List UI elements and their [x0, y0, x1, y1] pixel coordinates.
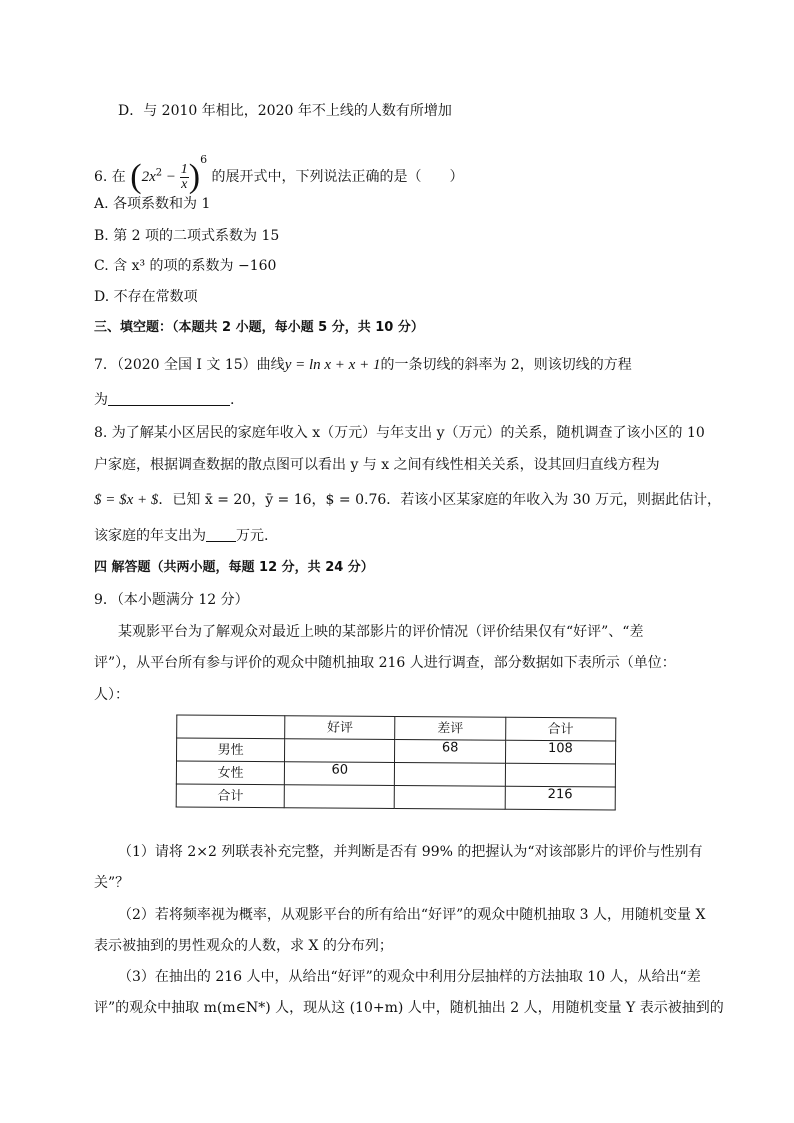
expr-power: 6	[200, 153, 208, 166]
question-6-tail: 的展开式中，下列说法正确的是（ ）	[211, 169, 464, 185]
option-6c: C. 含 x³ 的项的系数为 −160	[94, 258, 277, 274]
table-cell	[285, 739, 395, 763]
table-cell: 女性	[176, 761, 284, 785]
answer-blank-7[interactable]	[108, 391, 230, 406]
expr-square: 2	[155, 167, 163, 179]
question-9-sub3-line2: 评”的观众中抽取 m(m∈N*) 人，现从这 (10+m) 人中，随机抽出 2 人，用随机变量 Y 表示被抽到的	[94, 1000, 724, 1016]
answer-blank-8[interactable]	[206, 527, 236, 542]
question-8-line4-lead: 该家庭的年支出为	[94, 528, 206, 544]
table-cell	[395, 762, 505, 786]
question-7-line2	[94, 390, 234, 410]
question-9-sub3-line1: （3）在抽出的 216 人中，从给出“好评”的观众中利用分层抽样的方法抽取 10 人，从给出“差	[118, 969, 701, 985]
question-7-mid: 的一条切线的斜率为 2，则该切线的方程	[380, 357, 632, 373]
table-row	[176, 784, 615, 810]
option-6a: A. 各项系数和为 1	[94, 196, 211, 212]
question-9-para3: 人）：	[94, 687, 129, 703]
table-cell	[284, 785, 394, 809]
question-9-para2: 评”），从平台所有参与评价的观众中随机抽取 216 人进行调查，部分数据如下表所示（单位：	[94, 655, 676, 671]
table-cell: 男性	[177, 738, 285, 762]
table-header-cell: 好评	[285, 716, 395, 740]
question-6-number: 6. 在	[94, 169, 126, 185]
table-header-row	[177, 715, 616, 741]
section-4-heading: 四 解答题（共两小题，每题 12 分，共 24 分）	[94, 560, 374, 575]
table-header-cell: 合计	[505, 717, 615, 741]
question-9-sub1-line1: （1）请将 2×2 列联表补充完整，并判断是否有 99% 的把握认为“对该部影片的评价与性别有	[118, 844, 703, 860]
section-3-heading: 三、填空题：（本题共 2 小题，每小题 5 分，共 10 分）	[94, 320, 424, 335]
table-cell: 108	[505, 740, 615, 764]
table-cell	[395, 785, 505, 809]
question-9-para1: 某观影平台为了解观众对最近上映的某部影片的评价情况（评价结果仅有“好评”、“差	[118, 624, 644, 640]
table-cell: 合计	[176, 784, 284, 808]
table-header-cell: 差评	[395, 716, 505, 740]
question-8-line4	[94, 526, 268, 546]
question-9-sub1-line2: 关”？	[94, 875, 130, 891]
expr-minus: −	[162, 169, 180, 185]
question-9-sub2-line2: 表示被抽到的男性观众的人数，求 X 的分布列；	[94, 938, 393, 954]
question-7-lead: 7．（2020 全国 I 文 15）曲线	[94, 357, 285, 373]
question-8-line3	[94, 490, 721, 510]
question-7-line2-lead: 为	[94, 392, 108, 408]
option-6b: B. 第 2 项的二项式系数为 15	[94, 228, 280, 244]
table-row	[176, 761, 615, 787]
question-7-formula: y = ln x + x + 1	[284, 357, 381, 373]
fraction-numerator: 1	[180, 161, 188, 177]
table-header-cell	[177, 715, 285, 739]
expr-lead: 2x	[141, 169, 156, 185]
regression-equation: $ = $x + $	[94, 492, 159, 508]
fraction	[180, 163, 189, 192]
question-7-line2-end: .	[230, 392, 235, 408]
table-cell: 60	[285, 762, 395, 786]
option-5d: D．与 2010 年相比，2020 年不上线的人数有所增加	[118, 103, 452, 119]
question-6-stem: 6. 在 ($2x^2$ − $\frac{1}{x}$ )$^6$ 的展开式中，下列说法正确的是（ ）	[94, 153, 464, 195]
question-9-title: 9．（本小题满分 12 分）	[94, 592, 249, 608]
table-cell: 68	[395, 739, 505, 763]
question-8-line1: 8. 为了解某小区居民的家庭年收入 x（万元）与年支出 y（万元）的关系，随机调查了该小区的 10	[94, 425, 705, 441]
question-8-line4-end: 万元.	[236, 528, 269, 544]
question-9-sub2-line1: （2）若将频率视为概率，从观影平台的所有给出“好评”的观众中随机抽取 3 人，用随机变量 X	[118, 907, 706, 923]
option-6d: D. 不存在常数项	[94, 289, 198, 305]
question-8-line2: 户家庭，根据调查数据的散点图可以看出 y 与 x 之间有线性相关关系，设其回归直线方程为	[94, 457, 660, 473]
table-cell	[505, 763, 615, 787]
table-cell: 216	[505, 786, 615, 810]
question-8-line3-rest: ．已知 x̄ = 20，ȳ = 16，$ = 0.76．若该小区某家庭的年收入为 30 万元，则据此估计，	[158, 492, 721, 508]
fraction-denominator: x	[181, 176, 188, 192]
contingency-table	[176, 714, 617, 810]
question-7-line1	[94, 355, 632, 375]
table-row	[177, 738, 616, 764]
